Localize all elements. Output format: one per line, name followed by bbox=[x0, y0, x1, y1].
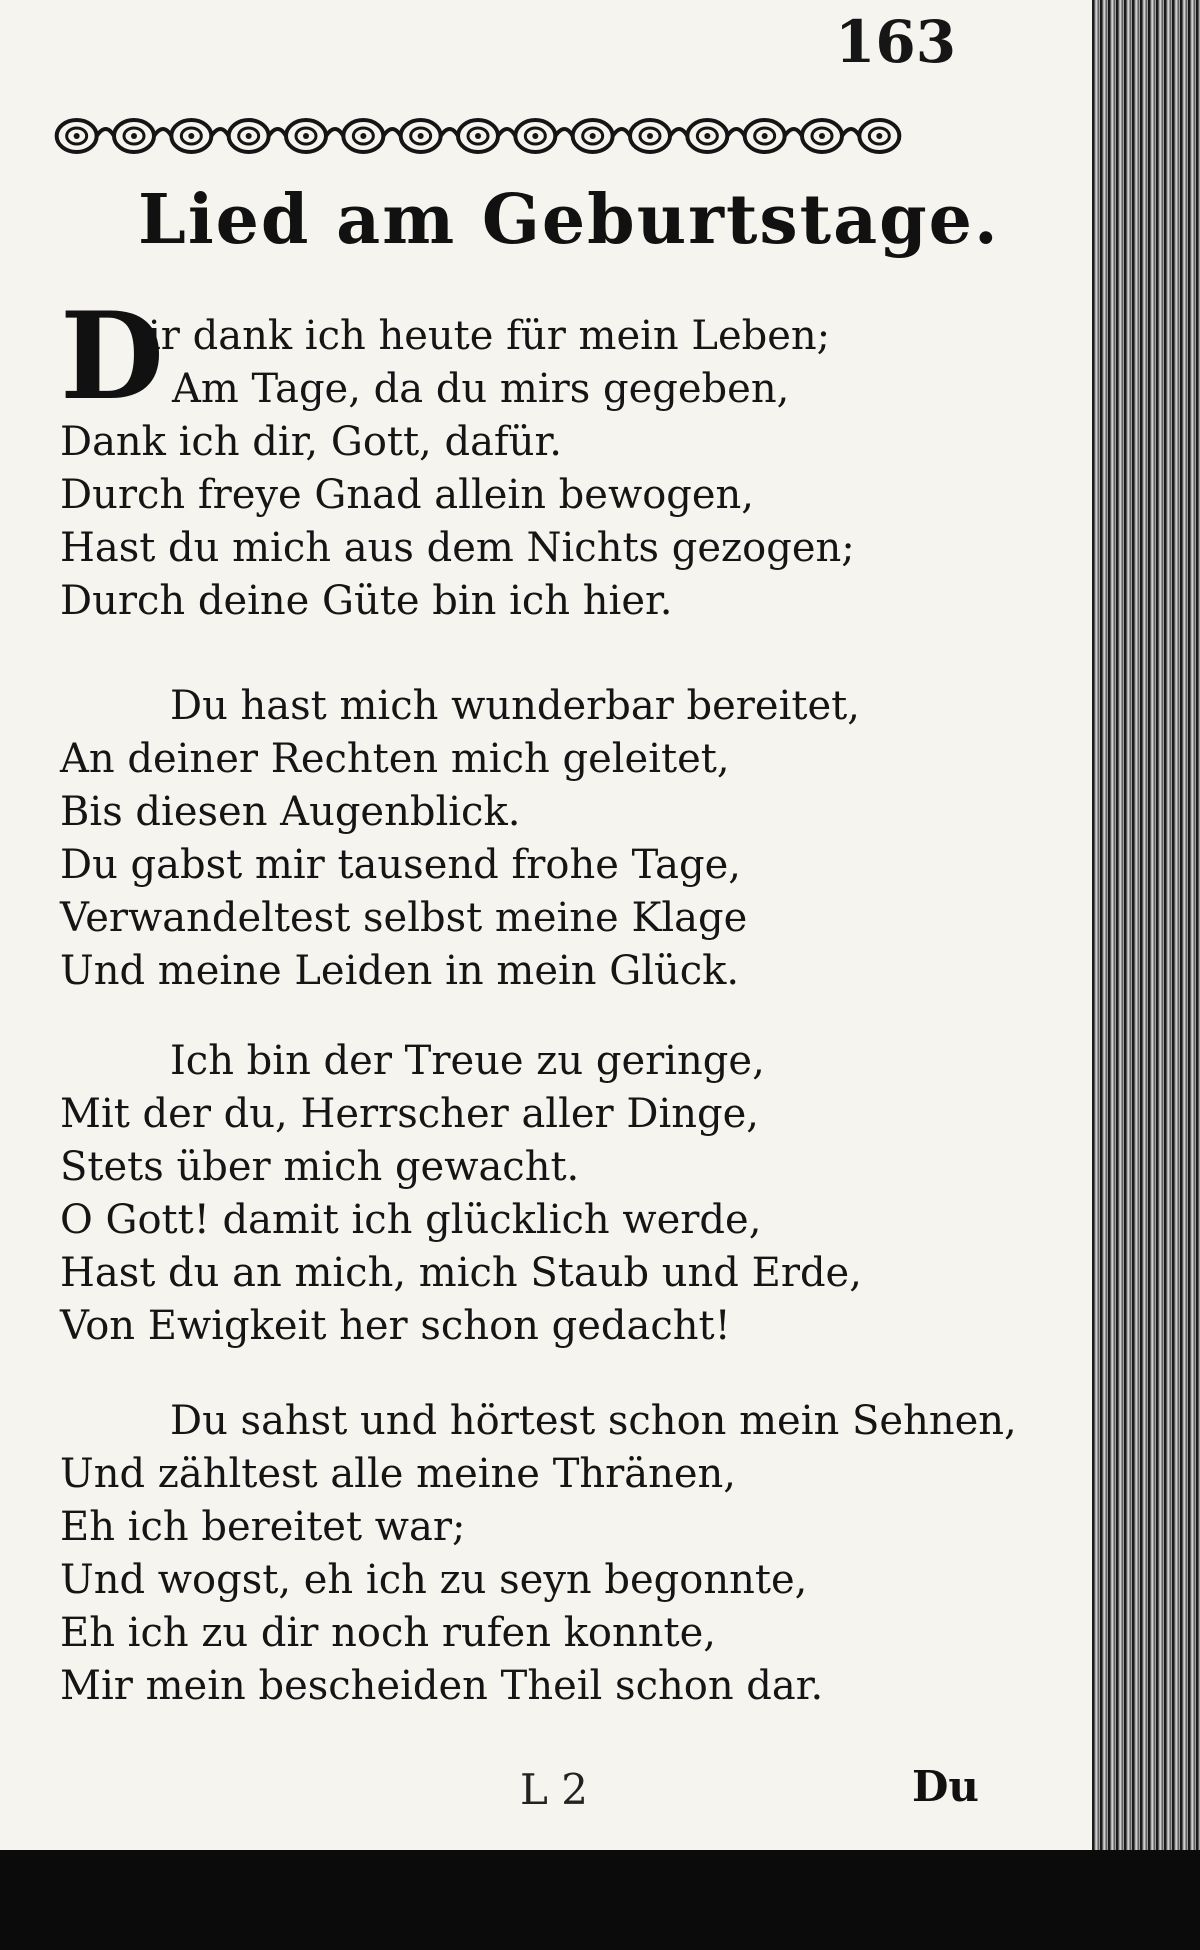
verse-line: Hast du an mich, mich Staub und Erde, bbox=[60, 1250, 862, 1296]
verse-line: Am Tage, da du mirs gegeben, bbox=[172, 366, 790, 412]
ornament-flourish bbox=[286, 120, 343, 152]
verse-line: Mit der du, Herrscher aller Dinge, bbox=[60, 1091, 760, 1137]
ornament-flourish bbox=[229, 120, 286, 152]
verse-line: ir dank ich heute für mein Leben; bbox=[148, 313, 831, 359]
ornament-flourish bbox=[687, 120, 744, 152]
catchword: Du bbox=[912, 1762, 979, 1811]
page-number: 163 bbox=[835, 8, 957, 76]
verse-line: Durch deine Güte bin ich hier. bbox=[60, 578, 673, 624]
verse-line: O Gott! damit ich glücklich werde, bbox=[60, 1197, 762, 1243]
verse-line: Eh ich bereitet war; bbox=[60, 1504, 466, 1550]
ornament-flourish bbox=[401, 120, 458, 152]
verse-line: Und zähltest alle meine Thränen, bbox=[60, 1451, 737, 1497]
verse-line: Du sahst und hörtest schon mein Sehnen, bbox=[170, 1398, 1017, 1444]
verse-line: Bis diesen Augenblick. bbox=[60, 789, 521, 835]
verse-line: Stets über mich gewacht. bbox=[60, 1144, 580, 1190]
verse-line: An deiner Rechten mich geleitet, bbox=[60, 736, 730, 782]
verse-line: Durch freye Gnad allein bewogen, bbox=[60, 472, 755, 518]
ornament-flourish bbox=[114, 120, 171, 152]
verse-line: Ich bin der Treue zu geringe, bbox=[170, 1038, 765, 1084]
verse-line: Eh ich zu dir noch rufen konnte, bbox=[60, 1610, 716, 1656]
ornament-border bbox=[48, 112, 908, 160]
ornament-flourish bbox=[458, 120, 515, 152]
signature-mark: L 2 bbox=[520, 1765, 588, 1814]
ornament-flourish bbox=[630, 120, 687, 152]
page-edge-stack bbox=[1092, 0, 1200, 1850]
stanza-1 bbox=[60, 286, 960, 628]
ornament-flourish bbox=[859, 120, 899, 152]
stanza-3 bbox=[60, 1035, 960, 1353]
ornament-flourish bbox=[57, 120, 114, 152]
ornament-flourish bbox=[573, 120, 630, 152]
stanza-4 bbox=[60, 1395, 1017, 1713]
ornament-flourish bbox=[171, 120, 228, 152]
verse-line: Dank ich dir, Gott, dafür. bbox=[60, 419, 562, 465]
stanza-1-first-lines bbox=[60, 286, 960, 427]
verse-line: Du hast mich wunderbar bereitet, bbox=[170, 683, 860, 729]
verse-line: Und wogst, eh ich zu seyn begonnte, bbox=[60, 1557, 808, 1603]
verse-line: Du gabst mir tausend frohe Tage, bbox=[60, 842, 742, 888]
scan-border bbox=[0, 1850, 1200, 1950]
ornament-flourish bbox=[745, 120, 802, 152]
verse-line: Und meine Leiden in mein Glück. bbox=[60, 948, 740, 994]
verse-line: Verwandeltest selbst meine Klage bbox=[60, 895, 748, 941]
ornament-flourish bbox=[515, 120, 572, 152]
drop-cap: D bbox=[60, 286, 165, 427]
poem-title: Lied am Geburtstage. bbox=[138, 180, 1000, 260]
verse-line: Mir mein bescheiden Theil schon dar. bbox=[60, 1663, 824, 1709]
ornament-flourish bbox=[343, 120, 400, 152]
verse-line: Von Ewigkeit her schon gedacht! bbox=[60, 1303, 731, 1349]
verse-line: Hast du mich aus dem Nichts gezogen; bbox=[60, 525, 855, 571]
stanza-2 bbox=[60, 680, 960, 998]
ornament-flourish bbox=[802, 120, 859, 152]
